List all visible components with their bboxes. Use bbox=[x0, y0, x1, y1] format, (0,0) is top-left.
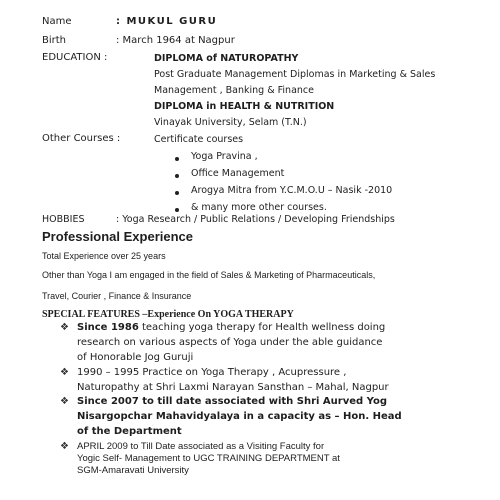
courses-label: Other Courses : bbox=[42, 133, 121, 144]
diamond-bullet-icon: ❖ bbox=[60, 396, 69, 407]
course-item: Yoga Pravina , bbox=[191, 151, 258, 162]
special-item-continuation: research on various aspects of Yoga under the able guidance bbox=[77, 337, 383, 348]
experience-total: Total Experience over 25 years bbox=[42, 251, 166, 261]
special-item-continuation: SGM-Amaravati University bbox=[77, 465, 189, 476]
bullet-dot-icon bbox=[175, 208, 179, 212]
birth-value: : March 1964 at Nagpur bbox=[116, 35, 235, 46]
course-item: Arogya Mitra from Y.C.M.O.U – Nasik -2010 bbox=[191, 185, 393, 196]
special-item-continuation: Nisargopchar Mahavidyalaya in a capacity as – Hon. Head bbox=[77, 411, 402, 422]
education-line: Management , Banking & Finance bbox=[154, 85, 314, 96]
special-item: Since 2007 to till date associated with Shri Aurved Yog bbox=[77, 396, 387, 407]
special-item-continuation: Naturopathy at Shri Laxmi Narayan Sansthan – Mahal, Nagpur bbox=[77, 382, 389, 393]
education-line: Post Graduate Management Diplomas in Marketing & Sales bbox=[154, 69, 436, 80]
bullet-dot-icon bbox=[175, 191, 179, 195]
special-item-continuation: of the Department bbox=[77, 426, 182, 437]
special-item: 1990 – 1995 Practice on Yoga Therapy , Acupressure , bbox=[77, 367, 347, 378]
hobbies-value: : Yoga Research / Public Relations / Developing Friendships bbox=[116, 214, 395, 225]
experience-line: Other than Yoga I am engaged in the field of Sales & Marketing of Pharmaceuticals, bbox=[42, 270, 376, 280]
course-item: Office Management bbox=[191, 168, 285, 179]
education-line: Vinayak University, Selam (T.N.) bbox=[154, 117, 307, 128]
special-item: APRIL 2009 to Till Date associated as a Visiting Faculty for bbox=[77, 441, 325, 452]
diamond-bullet-icon: ❖ bbox=[60, 441, 69, 452]
birth-label: Birth bbox=[42, 35, 67, 46]
special-item-continuation: Yogic Self- Management to UGC TRAINING DEPARTMENT at bbox=[77, 453, 340, 464]
hobbies-label: HOBBIES bbox=[42, 214, 85, 225]
bullet-dot-icon bbox=[175, 157, 179, 161]
diamond-bullet-icon: ❖ bbox=[60, 322, 69, 333]
special-heading: SPECIAL FEATURES –Experience On YOGA THERAPY bbox=[42, 309, 294, 320]
experience-heading: Professional Experience bbox=[42, 229, 194, 244]
diamond-bullet-icon: ❖ bbox=[60, 367, 69, 378]
special-item-continuation: of Honorable Jog Guruji bbox=[77, 352, 194, 363]
courses-intro: Certificate courses bbox=[154, 134, 244, 145]
name-value: : MUKUL GURU bbox=[116, 16, 218, 27]
special-item: Since 1986 teaching yoga therapy for Health wellness doing bbox=[77, 322, 386, 333]
education-line: DIPLOMA in HEALTH & NUTRITION bbox=[154, 101, 335, 112]
education-line: DIPLOMA of NATUROPATHY bbox=[154, 53, 299, 64]
education-label: EDUCATION : bbox=[42, 52, 108, 63]
name-label: Name bbox=[42, 16, 72, 27]
course-item: & many more other courses. bbox=[191, 202, 327, 213]
bullet-dot-icon bbox=[175, 174, 179, 178]
experience-line: Travel, Courier , Finance & Insurance bbox=[42, 291, 192, 301]
